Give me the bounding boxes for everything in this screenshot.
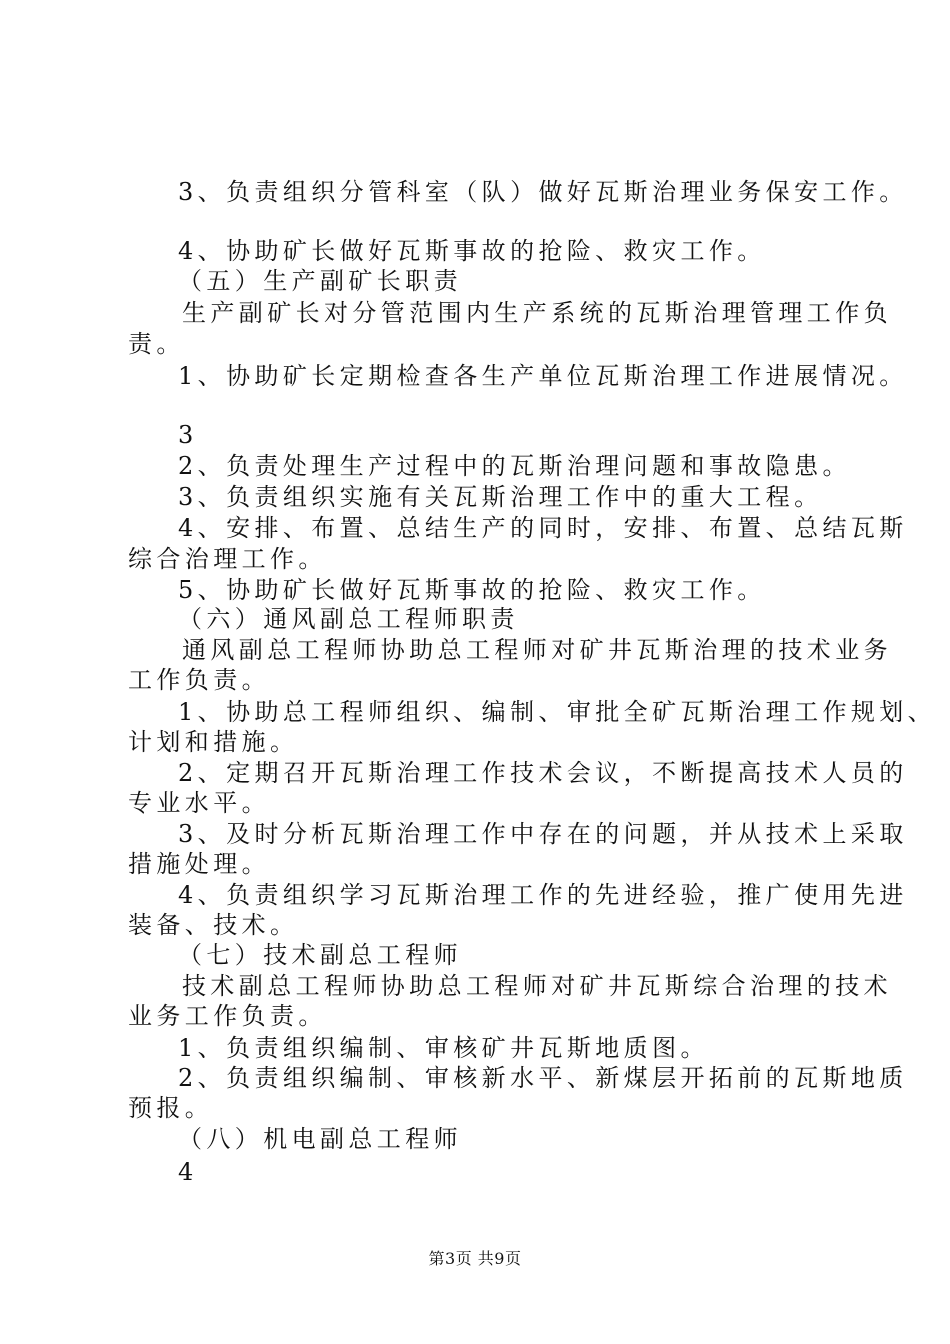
text-line: 1、负责组织编制、审核矿井瓦斯地质图。 (178, 1034, 709, 1062)
section-heading: （七）技术副总工程师 (178, 941, 462, 969)
text-line: 1、协助总工程师组织、编制、审批全矿瓦斯治理工作规划、 (178, 698, 937, 726)
text-line: 3、负责组织实施有关瓦斯治理工作中的重大工程。 (178, 483, 823, 511)
text-line: 计划和措施。 (128, 728, 299, 756)
text-line: 5、协助矿长做好瓦斯事故的抢险、救灾工作。 (178, 576, 766, 604)
text-line: 业务工作负责。 (128, 1002, 327, 1030)
text-line: 4、安排、布置、总结生产的同时，安排、布置、总结瓦斯 (178, 514, 908, 542)
text-line: 2、负责处理生产过程中的瓦斯治理问题和事故隐患。 (178, 452, 851, 480)
page-number-marker: 4 (178, 1158, 198, 1186)
page-footer: 第3页 共9页 (428, 1249, 522, 1268)
text-line: 2、负责组织编制、审核新水平、新煤层开拓前的瓦斯地质 (178, 1064, 908, 1092)
text-line: 责。 (128, 330, 185, 358)
text-line: 通风副总工程师协助总工程师对矿井瓦斯治理的技术业务 (182, 636, 892, 664)
text-line: 4、负责组织学习瓦斯治理工作的先进经验，推广使用先进 (178, 881, 908, 909)
text-line: 技术副总工程师协助总工程师对矿井瓦斯综合治理的技术 (182, 972, 892, 1000)
text-line: 1、协助矿长定期检查各生产单位瓦斯治理工作进展情况。 (178, 362, 908, 390)
text-line: 装备、技术。 (128, 911, 299, 939)
text-line: 3、及时分析瓦斯治理工作中存在的问题，并从技术上采取 (178, 820, 908, 848)
section-heading: （五）生产副矿长职责 (178, 267, 462, 295)
text-line: 措施处理。 (128, 850, 270, 878)
section-heading: （八）机电副总工程师 (178, 1125, 462, 1153)
section-heading: （六）通风副总工程师职责 (178, 605, 519, 633)
text-line: 专业水平。 (128, 789, 270, 817)
text-line: 预报。 (128, 1094, 214, 1122)
text-line: 工作负责。 (128, 666, 270, 694)
text-line: 3、负责组织分管科室（队）做好瓦斯治理业务保安工作。 (178, 178, 908, 206)
text-line: 生产副矿长对分管范围内生产系统的瓦斯治理管理工作负 (182, 299, 892, 327)
text-line: 2、定期召开瓦斯治理工作技术会议，不断提高技术人员的 (178, 759, 908, 787)
text-line: 4、协助矿长做好瓦斯事故的抢险、救灾工作。 (178, 237, 766, 265)
page-number-marker: 3 (178, 421, 198, 449)
text-line: 综合治理工作。 (128, 545, 327, 573)
